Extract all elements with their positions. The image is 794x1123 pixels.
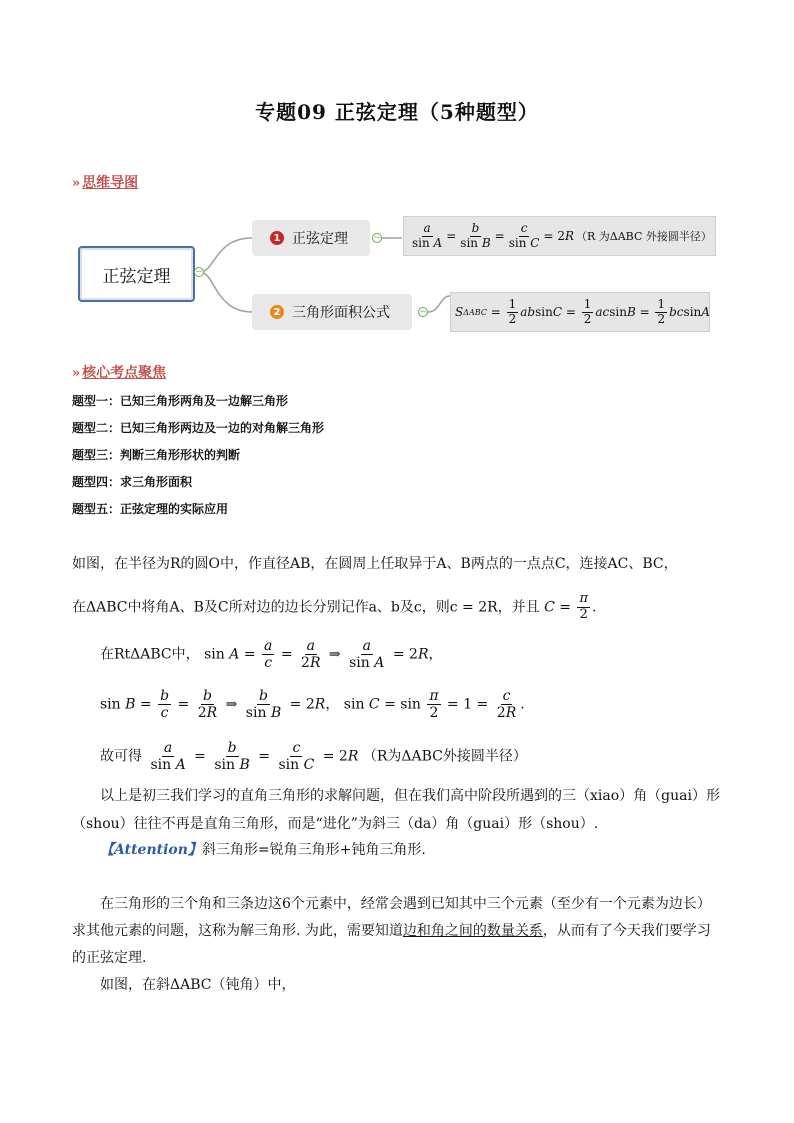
section-focus-label: 核心考点聚焦 xyxy=(82,365,167,381)
rt-triangle-equation: 在RtΔABC中， sin A = $\frac{a}{c}$ = $\frac{a}{2R}$ ⇒ $\frac{a}{\text{sin A}}$ = 2R， xyxy=(100,638,443,672)
double-chevron-icon: » xyxy=(72,176,81,191)
paragraph-1-line-2-text: 在ΔABC中将角A、B及C所对边的边长分别记作a、b及c，则c = 2R，并且 xyxy=(72,599,540,616)
sine-law-formula-box: $\frac{a}{\text{sin A}}$ = $\frac{b}{\text{sin B}}$ = $\frac{c}{\text{sin C}}$ = 2 R （R 为ΔABC 外接圆半径） xyxy=(403,216,716,256)
attention-label: 【Attention】 xyxy=(100,842,202,858)
paragraph-2-line-2: （shou）往往不再是直角三角形，而是“进化”为斜三（da）角（guai）形（shou）. xyxy=(72,816,599,832)
formula-note: （R 为ΔABC 外接圆半径） xyxy=(576,230,712,243)
mindmap-center-node xyxy=(78,246,195,302)
paragraph-3-underlined: 边和角之间的数量关系 xyxy=(402,923,543,939)
conclusion-note: （R为ΔABC外接圆半径） xyxy=(362,748,527,765)
mindmap-branch-2 xyxy=(252,294,412,330)
section-mindmap-label: 思维导图 xyxy=(82,175,139,191)
type-item-3: 题型三：判断三角形形状的判断 xyxy=(72,448,241,462)
collapse-icon[interactable]: − xyxy=(373,232,381,243)
area-subscript: ΔABC xyxy=(463,307,487,317)
attention-line xyxy=(100,840,426,860)
paragraph-1-line-1: 如图，在半径为R的圆O中，作直径AB，在圆周上任取异于A、B两点的一点点C，连接AC、BC， xyxy=(72,556,678,572)
sin-b-c-equation: sin B = $\frac{b}{c}$ = $\frac{b}{2R}$ ⇒ $\frac{b}{\text{sin B}}$ = 2R， sin C = sin $\frac{\pi}{2}$ = 1 = $\frac{c}{2R}$ . xyxy=(100,688,525,722)
area-formula-box: S ΔABC = $\frac{1}{2}$ ab sin C = $\frac{1}{2}$ ac sin B = $\frac{1}{2}$ bc sin A xyxy=(450,292,710,332)
type-item-4: 题型四：求三角形面积 xyxy=(72,475,193,489)
branch-2-label: 三角形面积公式 xyxy=(292,305,390,321)
conclusion-prefix: 故可得 xyxy=(100,748,142,765)
conclusion-equation: 故可得 $\frac{a}{\text{sin A}}$ = $\frac{b}{\text{sin B}}$ = $\frac{c}{\text{sin C}}$ = 2R （R为ΔABC外接圆半径） xyxy=(100,740,527,774)
paragraph-3-line-1: 在三角形的三个角和三条边这6个元素中，经常会遇到已知其中三个元素（至少有一个元素为边长） xyxy=(100,896,711,912)
mindmap-center-label: 正弦定理 xyxy=(102,266,171,287)
number-badge-2: 2 xyxy=(270,305,284,319)
type-item-1: 题型一：已知三角形两角及一边解三角形 xyxy=(72,394,289,408)
type-item-5: 题型五：正弦定理的实际应用 xyxy=(72,502,229,516)
paragraph-4: 如图，在斜ΔABC（钝角）中， xyxy=(100,977,296,993)
paragraph-1-line-2: 在ΔABC中将角A、B及C所对边的边长分别记作a、b及c，则c = 2R，并且 C = $\frac{\pi}{2}$ . xyxy=(72,591,597,622)
paragraph-3-line-3: 的正弦定理. xyxy=(72,950,147,966)
type-item-2: 题型二：已知三角形两边及一边的对角解三角形 xyxy=(72,421,325,435)
collapse-icon[interactable]: − xyxy=(419,306,427,317)
paragraph-2-line-1: 以上是初三我们学习的直角三角形的求解问题，但在我们高中阶段所遇到的三（xiao）角（guai）形 xyxy=(100,788,720,804)
collapse-icon[interactable]: − xyxy=(195,266,203,277)
section-focus-heading xyxy=(72,362,166,382)
page-title: 专题09 正弦定理（5种题型） xyxy=(255,100,539,124)
mindmap-branch-1 xyxy=(252,220,370,256)
paragraph-3-text-a: 求其他元素的问题，这称为解三角形. 为此，需要知道 xyxy=(72,923,403,939)
number-badge-1: 1 xyxy=(270,231,284,245)
paragraph-3-text-c: ，从而有了今天我们要学习 xyxy=(542,923,711,939)
paragraph-3-line-2 xyxy=(72,921,711,941)
double-chevron-icon: » xyxy=(72,366,81,381)
rt-prefix: 在RtΔABC中， xyxy=(100,646,200,663)
attention-text: 斜三角形=锐角三角形+钝角三角形. xyxy=(201,842,426,858)
branch-1-label: 正弦定理 xyxy=(292,231,348,247)
